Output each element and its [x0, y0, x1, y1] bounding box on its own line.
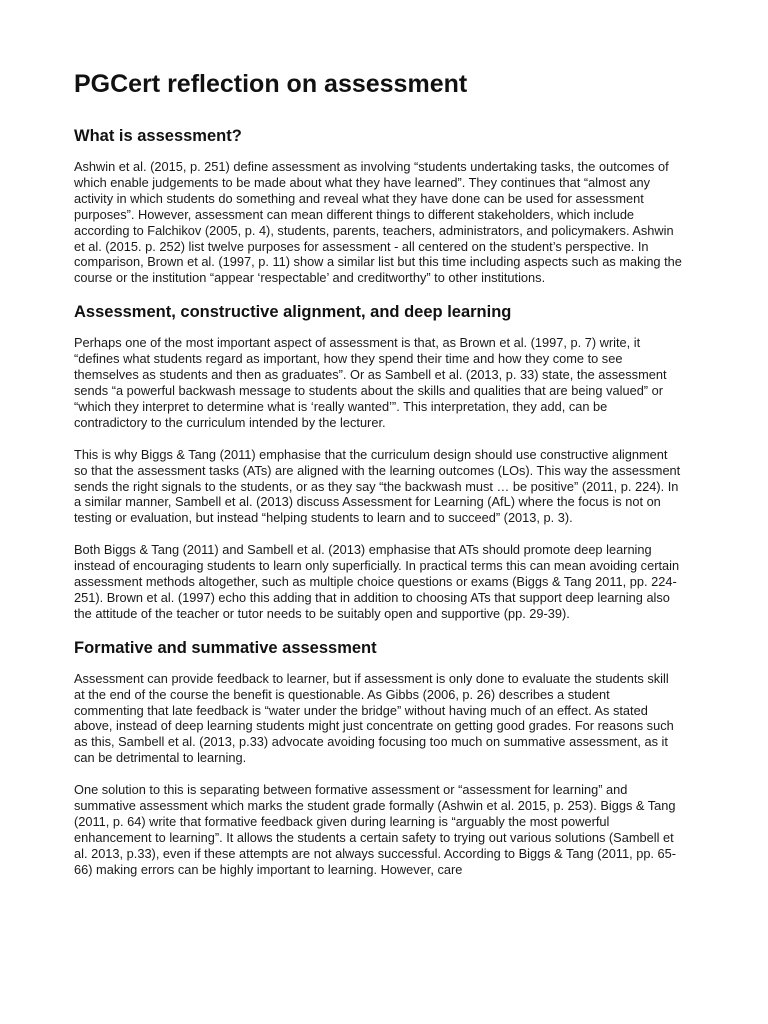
paragraph: Both Biggs & Tang (2011) and Sambell et al. (2013) emphasise that ATs should promote deep learning instead of encouraging students to learn only superficially. In practical terms this can mean avoiding certain assessment methods altogether, such as multiple choice questions or exams (Biggs & Tang 2011, pp. 224-251). Brown et al. (1997) echo this adding that in addition to choosing ATs that support deep learning also the attitude of the teacher or tutor needs to be suitably open and supportive (pp. 29-39).	[74, 542, 680, 621]
paragraph: Ashwin et al. (2015, p. 251) define assessment as involving “students undertaking tasks, the outcomes of which enable judgements to be made about what they have learned”. They continues that “almost any activity in which students do something and reveal what they have done can be used for assessment purposes”. However, assessment can mean different things to different stakeholders, which include according to Falchikov (2005, p. 4), students, parents, teachers, administrators, and policymakers. Ashwin et al. (2015. p. 252) list twelve purposes for assessment - all centered on the student’s perspective. In comparison, Brown et al. (1997, p. 11) show a similar list but this time including aspects such as making the course or the institution “appear ‘respectable’ and creditworthy” to other institutions.	[74, 159, 682, 286]
section-constructive-alignment	[74, 302, 682, 622]
paragraph: One solution to this is separating between formative assessment or “assessment for learning” and summative assessment which marks the student grade formally (Ashwin et al. 2015, p. 253). Biggs & Tang (2011, p. 64) write that formative feedback given during learning is “arguably the most powerful enhancement to learning”. It allows the students a certain safety to trying out various solutions (Sambell et al. 2013, p.33), even if these attempts are not always successful. According to Biggs & Tang (2011, pp. 65-66) making errors can be highly important to learning. However, care	[74, 782, 677, 877]
section-heading: Formative and summative assessment	[74, 638, 377, 657]
paragraph: This is why Biggs & Tang (2011) emphasise that the curriculum design should use constructive alignment so that the assessment tasks (ATs) are aligned with the learning outcomes (LOs). This way the assessment sends the right signals to the students, or as they say “the backwash must … be positive” (2011, p. 224). In a similar manner, Sambell et al. (2013) discuss Assessment for Learning (AfL) where the focus is not on testing or evaluation, but instead “helping students to learn and to succeed” (2013, p. 3).	[74, 446, 681, 526]
section-heading: What is assessment?	[74, 127, 242, 145]
document-title: PGCert reflection on assessment	[74, 70, 468, 98]
section-heading: Assessment, constructive alignment, and deep learning	[74, 303, 512, 322]
paragraph: Perhaps one of the most important aspect of assessment is that, as Brown et al. (1997, p. 7) write, it “defines what students regard as important, how they spend their time and how they come to see themselves as students and then as graduates”. Or as Sambell et al. (2013, p. 33) state, the assessment sends “a powerful backwash message to students about the skills and qualities that are being valued” or “which they interpret to determine what is ‘really wanted’”. This interpretation, they add, can be contradictory to the curriculum intended by the lecturer.	[74, 335, 667, 430]
section-what-is-assessment	[74, 126, 682, 286]
section-formative-summative	[74, 638, 682, 878]
paragraph: Assessment can provide feedback to learner, but if assessment is only done to evaluate the students skill at the end of the course the benefit is questionable. As Gibbs (2006, p. 26) describes a student commenting that late feedback is “water under the bridge” without having much of an effect. As stated above, instead of deep learning students might just concentrate on getting good grades. For reasons such as this, Sambell et al. (2013, p.33) advocate avoiding focusing too much on summative assessment, as it can be detrimental to learning.	[74, 670, 674, 766]
